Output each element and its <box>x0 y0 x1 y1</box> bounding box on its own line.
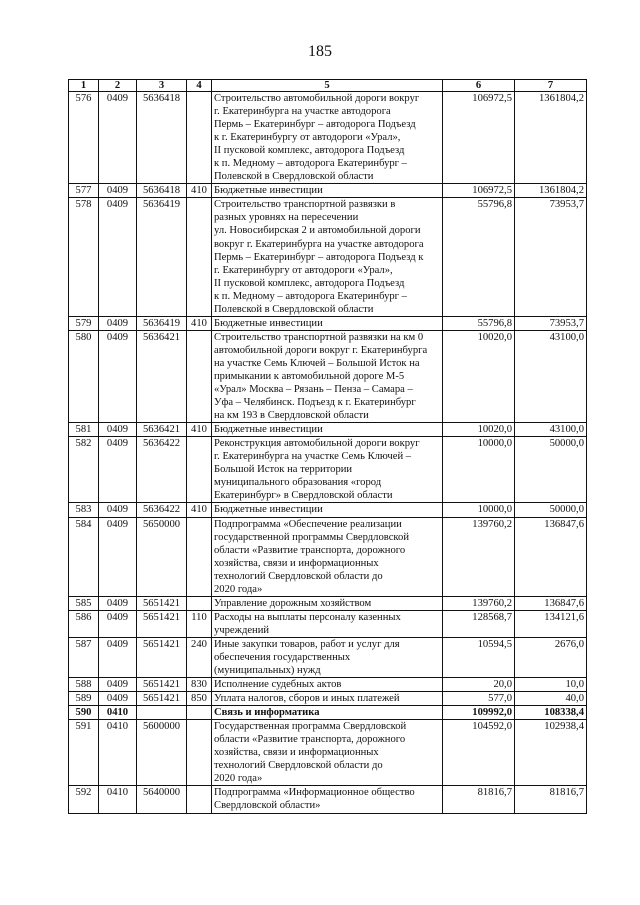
description-cell: Бюджетные инвестиции <box>212 503 443 517</box>
target-code-cell: 5651421 <box>137 596 187 610</box>
amount-col-6-cell: 10000,0 <box>443 503 515 517</box>
table-row <box>69 503 587 517</box>
table-row <box>69 330 587 422</box>
section-code-cell: 0409 <box>99 198 137 316</box>
section-code-cell: 0409 <box>99 503 137 517</box>
amount-col-6-cell: 106972,5 <box>443 92 515 184</box>
amount-col-7-cell: 102938,4 <box>515 720 587 786</box>
target-code-cell: 5651421 <box>137 610 187 637</box>
table-row <box>69 437 587 503</box>
target-code-cell: 5636422 <box>137 503 187 517</box>
expense-type-cell <box>187 437 212 503</box>
row-number-cell: 592 <box>69 786 99 813</box>
section-code-cell: 0410 <box>99 706 137 720</box>
amount-col-6-cell: 106972,5 <box>443 184 515 198</box>
description-cell: Управление дорожным хозяйством <box>212 596 443 610</box>
table-row <box>69 678 587 692</box>
row-number-cell: 591 <box>69 720 99 786</box>
section-code-cell: 0409 <box>99 316 137 330</box>
target-code-cell: 5636419 <box>137 198 187 316</box>
expense-type-cell: 410 <box>187 503 212 517</box>
row-number-cell: 583 <box>69 503 99 517</box>
expense-type-cell <box>187 706 212 720</box>
header-col-3: 3 <box>137 80 187 92</box>
row-number-cell: 587 <box>69 637 99 677</box>
row-number-cell: 585 <box>69 596 99 610</box>
expense-type-cell <box>187 92 212 184</box>
expense-type-cell <box>187 517 212 596</box>
target-code-cell: 5600000 <box>137 720 187 786</box>
amount-col-7-cell: 108338,4 <box>515 706 587 720</box>
table-row <box>69 198 587 316</box>
amount-col-6-cell: 128568,7 <box>443 610 515 637</box>
header-col-1: 1 <box>69 80 99 92</box>
page-number: 185 <box>308 43 332 60</box>
amount-col-6-cell: 55796,8 <box>443 316 515 330</box>
amount-col-6-cell: 20,0 <box>443 678 515 692</box>
table-row <box>69 423 587 437</box>
table-row <box>69 786 587 813</box>
description-cell: Иные закупки товаров, работ и услуг для обеспечения государственных (муниципальных) нужд <box>212 637 443 677</box>
target-code-cell: 5636419 <box>137 316 187 330</box>
row-number-cell: 584 <box>69 517 99 596</box>
amount-col-7-cell: 73953,7 <box>515 316 587 330</box>
target-code-cell: 5651421 <box>137 637 187 677</box>
expense-type-cell: 410 <box>187 423 212 437</box>
amount-col-7-cell: 134121,6 <box>515 610 587 637</box>
amount-col-7-cell: 40,0 <box>515 692 587 706</box>
row-number-cell: 580 <box>69 330 99 422</box>
amount-col-6-cell: 81816,7 <box>443 786 515 813</box>
target-code-cell: 5651421 <box>137 678 187 692</box>
amount-col-6-cell: 10020,0 <box>443 330 515 422</box>
row-number-cell: 579 <box>69 316 99 330</box>
description-cell: Уплата налогов, сборов и иных платежей <box>212 692 443 706</box>
description-cell: Государственная программа Свердловской области «Развитие транспорта, дорожного хозяйства, связи и информационных технологий Свердловской области до 2020 года» <box>212 720 443 786</box>
section-code-cell: 0410 <box>99 720 137 786</box>
section-code-cell: 0409 <box>99 423 137 437</box>
table-row <box>69 637 587 677</box>
section-code-cell: 0409 <box>99 637 137 677</box>
section-code-cell: 0409 <box>99 596 137 610</box>
expense-type-cell: 240 <box>187 637 212 677</box>
amount-col-7-cell: 50000,0 <box>515 503 587 517</box>
section-code-cell: 0409 <box>99 437 137 503</box>
amount-col-7-cell: 43100,0 <box>515 330 587 422</box>
row-number-cell: 590 <box>69 706 99 720</box>
amount-col-7-cell: 81816,7 <box>515 786 587 813</box>
header-col-2: 2 <box>99 80 137 92</box>
amount-col-7-cell: 73953,7 <box>515 198 587 316</box>
amount-col-7-cell: 1361804,2 <box>515 184 587 198</box>
table-row <box>69 184 587 198</box>
amount-col-6-cell: 139760,2 <box>443 517 515 596</box>
amount-col-7-cell: 136847,6 <box>515 596 587 610</box>
target-code-cell: 5651421 <box>137 692 187 706</box>
target-code-cell <box>137 706 187 720</box>
amount-col-7-cell: 10,0 <box>515 678 587 692</box>
section-code-cell: 0409 <box>99 692 137 706</box>
section-code-cell: 0410 <box>99 786 137 813</box>
description-cell: Бюджетные инвестиции <box>212 423 443 437</box>
section-code-cell: 0409 <box>99 92 137 184</box>
table-row <box>69 610 587 637</box>
table-row <box>69 596 587 610</box>
section-code-cell: 0409 <box>99 517 137 596</box>
row-number-cell: 588 <box>69 678 99 692</box>
row-number-cell: 589 <box>69 692 99 706</box>
table-row <box>69 92 587 184</box>
expense-type-cell <box>187 330 212 422</box>
description-cell: Строительство автомобильной дороги вокруг г. Екатеринбурга на участке автодорога Пермь – Екатеринбург – автодорога Подъезд к г. Екатеринбургу от автодороги «Урал», II пусковой комплекс, автодорога Подъезд к п. Медному – автодорога Екатеринбург – Полевской в Свердловской области <box>212 92 443 184</box>
header-col-7: 7 <box>515 80 587 92</box>
amount-col-7-cell: 50000,0 <box>515 437 587 503</box>
table-header-row <box>69 80 587 92</box>
section-code-cell: 0409 <box>99 330 137 422</box>
table-row <box>69 316 587 330</box>
expense-type-cell <box>187 720 212 786</box>
amount-col-6-cell: 577,0 <box>443 692 515 706</box>
amount-col-6-cell: 10594,5 <box>443 637 515 677</box>
expense-type-cell <box>187 198 212 316</box>
header-col-5: 5 <box>212 80 443 92</box>
budget-table <box>68 79 587 814</box>
table-row <box>69 720 587 786</box>
description-cell: Подпрограмма «Обеспечение реализации государственной программы Свердловской области «Развитие транспорта, дорожного хозяйства, связи и информационных технологий Свердловской области до 2020 года» <box>212 517 443 596</box>
target-code-cell: 5636421 <box>137 330 187 422</box>
expense-type-cell: 410 <box>187 184 212 198</box>
description-cell: Подпрограмма «Информационное общество Свердловской области» <box>212 786 443 813</box>
amount-col-6-cell: 109992,0 <box>443 706 515 720</box>
expense-type-cell: 410 <box>187 316 212 330</box>
amount-col-7-cell: 43100,0 <box>515 423 587 437</box>
description-cell: Исполнение судебных актов <box>212 678 443 692</box>
amount-col-6-cell: 55796,8 <box>443 198 515 316</box>
description-cell: Реконструкция автомобильной дороги вокруг г. Екатеринбурга на участке Семь Ключей – Большой Исток на территории муниципального образования «город Екатеринбург» в Свердловской области <box>212 437 443 503</box>
target-code-cell: 5650000 <box>137 517 187 596</box>
row-number-cell: 578 <box>69 198 99 316</box>
target-code-cell: 5636421 <box>137 423 187 437</box>
expense-type-cell <box>187 596 212 610</box>
amount-col-6-cell: 10000,0 <box>443 437 515 503</box>
target-code-cell: 5640000 <box>137 786 187 813</box>
target-code-cell: 5636418 <box>137 184 187 198</box>
section-code-cell: 0409 <box>99 678 137 692</box>
amount-col-6-cell: 139760,2 <box>443 596 515 610</box>
amount-col-7-cell: 1361804,2 <box>515 92 587 184</box>
row-number-cell: 577 <box>69 184 99 198</box>
description-cell: Бюджетные инвестиции <box>212 316 443 330</box>
section-code-cell: 0409 <box>99 610 137 637</box>
section-code-cell: 0409 <box>99 184 137 198</box>
expense-type-cell: 850 <box>187 692 212 706</box>
amount-col-7-cell: 136847,6 <box>515 517 587 596</box>
amount-col-7-cell: 2676,0 <box>515 637 587 677</box>
description-cell: Связь и информатика <box>212 706 443 720</box>
description-cell: Строительство транспортной развязки в разных уровнях на пересечении ул. Новосибирская 2 и автомобильной дороги вокруг г. Екатеринбурга на участке автодорога Пермь – Екатеринбург – автодорога Подъезд к г. Екатеринбургу от автодороги «Урал», II пусковой комплекс, автодорога Подъезд к п. Медному – автодорога Екатеринбург – Полевской в Свердловской области <box>212 198 443 316</box>
amount-col-6-cell: 104592,0 <box>443 720 515 786</box>
description-cell: Расходы на выплаты персоналу казенных учреждений <box>212 610 443 637</box>
target-code-cell: 5636422 <box>137 437 187 503</box>
header-col-6: 6 <box>443 80 515 92</box>
table-row <box>69 692 587 706</box>
expense-type-cell: 830 <box>187 678 212 692</box>
expense-type-cell: 110 <box>187 610 212 637</box>
row-number-cell: 582 <box>69 437 99 503</box>
description-cell: Бюджетные инвестиции <box>212 184 443 198</box>
row-number-cell: 586 <box>69 610 99 637</box>
amount-col-6-cell: 10020,0 <box>443 423 515 437</box>
description-cell: Строительство транспортной развязки на км 0 автомобильной дороги вокруг г. Екатеринбурга на участке Семь Ключей – Большой Исток на примыкании к автомобильной дороге М-5 «Урал» Москва – Рязань – Пенза – Самара – Уфа – Челябинск. Подъезд к г. Екатеринбург на км 193 в Свердловской области <box>212 330 443 422</box>
table-row <box>69 706 587 720</box>
table-row <box>69 517 587 596</box>
header-col-4: 4 <box>187 80 212 92</box>
expense-type-cell <box>187 786 212 813</box>
row-number-cell: 581 <box>69 423 99 437</box>
target-code-cell: 5636418 <box>137 92 187 184</box>
row-number-cell: 576 <box>69 92 99 184</box>
